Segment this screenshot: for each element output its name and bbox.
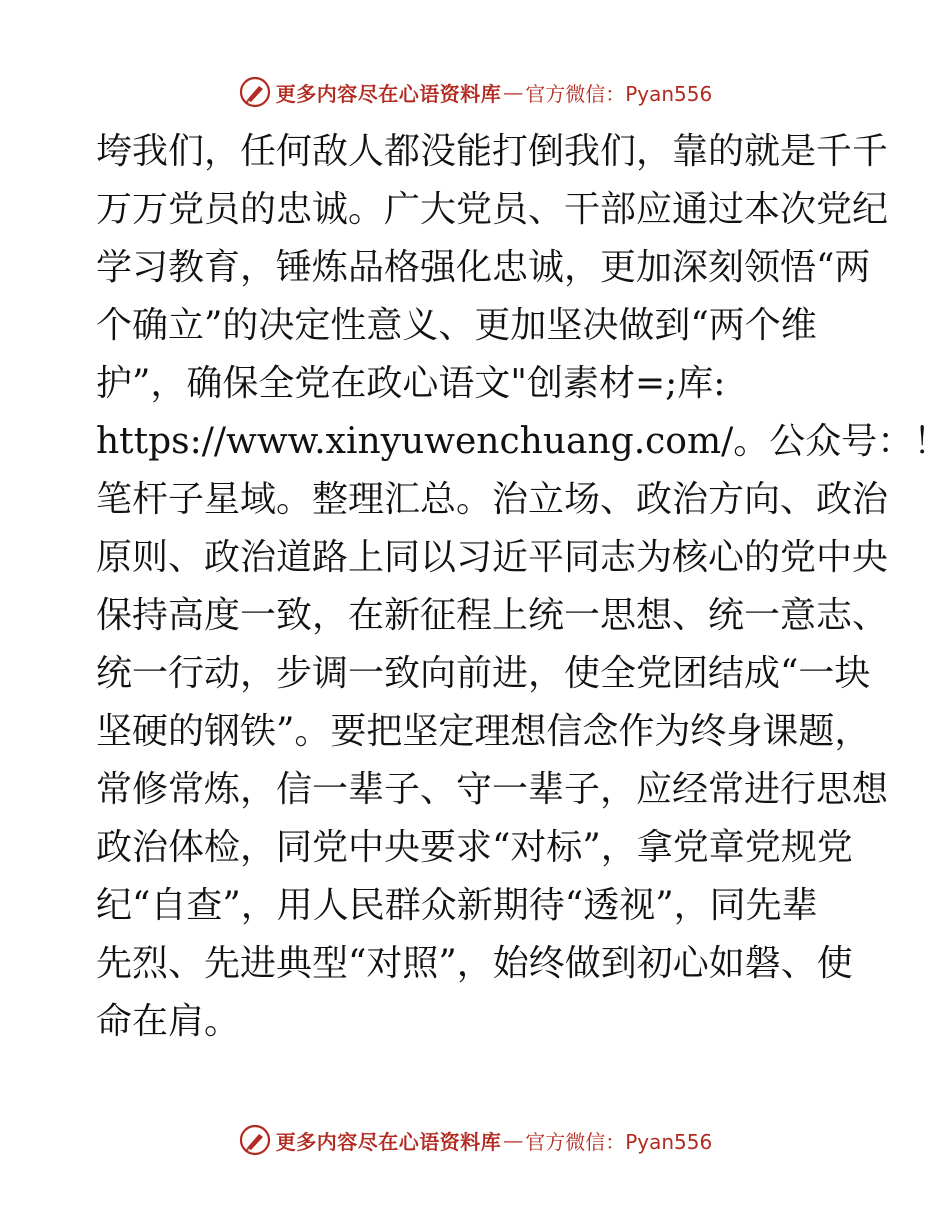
body-line-6: https://www.xinyuwenchuang.com/。公众号：！ <box>96 421 950 462</box>
body-line-11: 坚硬的钢铁”。要把坚定理想信念作为终身课题， <box>96 711 871 752</box>
body-line-7: 笔杆子星域。整理汇总。治立场、政治方向、政治 <box>96 479 889 520</box>
body-line-12: 常修常炼，信一辈子、守一辈子，应经常进行思想 <box>96 769 889 810</box>
footer-banner-separator: — <box>503 1128 524 1152</box>
header-banner-contact: 官方微信：Pyan556 <box>525 81 713 106</box>
header-banner-separator: — <box>503 80 524 104</box>
body-line-14: 纪“自查”，用人民群众新期待“透视”，同先辈 <box>96 885 818 926</box>
body-line-4: 个确立”的决定性意义、更加坚决做到“两个维 <box>96 305 817 346</box>
body-line-13: 政治体检，同党中央要求“对标”，拿党章党规党 <box>96 827 853 868</box>
body-line-2: 万万党员的忠诚。广大党员、干部应通过本次党纪 <box>96 189 889 230</box>
footer-banner-title: 更多内容尽在心语资料库 <box>275 1129 502 1154</box>
body-line-1: 垮我们，任何敌人都没能打倒我们，靠的就是千千 <box>96 131 889 172</box>
footer-banner <box>0 1120 950 1160</box>
pen-logo-icon <box>238 1123 272 1157</box>
document-body <box>96 123 950 1051</box>
body-line-3: 学习教育，锤炼品格强化忠诚，更加深刻领悟“两 <box>96 247 871 288</box>
body-line-16: 命在肩。 <box>96 1001 241 1042</box>
body-line-8: 原则、政治道路上同以习近平同志为核心的党中央 <box>96 537 889 578</box>
body-line-9: 保持高度一致，在新征程上统一思想、统一意志、 <box>96 595 889 636</box>
footer-banner-contact: 官方微信：Pyan556 <box>525 1129 713 1154</box>
pen-logo-icon <box>238 75 272 109</box>
body-line-10: 统一行动，步调一致向前进，使全党团结成“一块 <box>96 653 871 694</box>
header-banner-title: 更多内容尽在心语资料库 <box>275 81 502 106</box>
body-line-15: 先烈、先进典型“对照”，始终做到初心如磐、使 <box>96 943 853 984</box>
header-banner <box>0 72 950 112</box>
body-line-5: 护”，确保全党在政心语文"创素材=;库: <box>96 363 726 404</box>
